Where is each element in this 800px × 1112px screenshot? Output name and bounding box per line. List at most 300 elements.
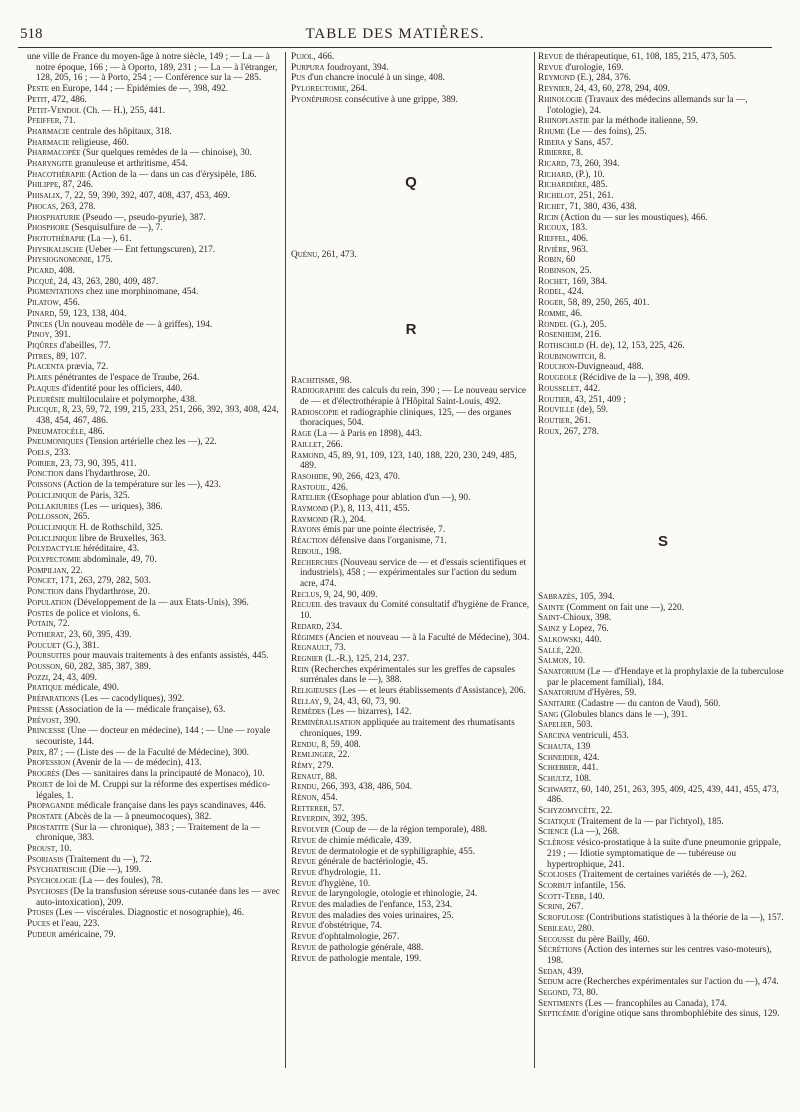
- entry-headword: Poncet: [27, 576, 56, 587]
- index-entry: [27, 127, 280, 138]
- index-entry: [538, 753, 788, 764]
- entry-headword: Ricoux: [538, 223, 567, 234]
- entry-headword: Rothschild: [538, 340, 584, 351]
- entry-headword: Sebileau: [538, 923, 574, 934]
- entry-headword: Ptoses: [27, 908, 54, 919]
- index-entry: [538, 881, 788, 892]
- index-entry: [291, 63, 531, 74]
- entry-headword: Picard: [27, 266, 54, 277]
- index-entry: [27, 598, 280, 609]
- index-entry: [27, 234, 280, 245]
- entry-text: (Abcès de la — à pneumocoques), 382.: [62, 811, 212, 822]
- entry-text: pour mauvais traitements à des enfants assistés, 445.: [70, 651, 269, 662]
- index-entry: [538, 838, 788, 870]
- index-entry: [538, 352, 788, 363]
- entry-headword: Remèdes: [291, 707, 326, 718]
- entry-headword: Salmon: [538, 656, 569, 667]
- index-entry: [538, 277, 788, 288]
- index-entry: [291, 493, 531, 504]
- index-entry: [291, 558, 531, 590]
- entry-headword: Pinces: [27, 319, 53, 330]
- entry-headword: Schauta: [538, 741, 572, 752]
- index-entry: [27, 619, 280, 630]
- index-column-1: [27, 52, 280, 1068]
- entry-headword: Purpura: [291, 62, 325, 73]
- entry-text: de chimie médicale, 439.: [315, 835, 412, 846]
- index-entry: [291, 782, 531, 793]
- index-entry: [27, 469, 280, 480]
- entry-headword: Policlinique: [27, 490, 77, 501]
- index-entry: [538, 977, 788, 988]
- entry-headword: Potain: [27, 619, 54, 630]
- entry-headword: Sainz: [538, 624, 560, 635]
- entry-headword: Pharmacopée: [27, 148, 81, 159]
- index-entry: [291, 654, 531, 665]
- entry-text: abdominale, 49, 70.: [80, 555, 157, 566]
- entry-text: (Nouveau service de — et d'essais scientifiques et industriels), 458 ; — expérimentales sur l'action du sedum acre, 474.: [300, 557, 527, 589]
- entry-headword: Robin: [538, 255, 562, 266]
- index-entry: [538, 138, 788, 149]
- entry-text: , 441.: [577, 763, 599, 774]
- entry-headword: Réaction: [291, 536, 328, 547]
- index-entry: [27, 673, 280, 684]
- section-gap: [291, 188, 531, 250]
- entry-headword: Rieffel: [538, 233, 568, 244]
- entry-headword: Roux: [538, 426, 560, 437]
- entry-text: d'Hyères, 59.: [585, 688, 637, 699]
- entry-headword: Revue: [291, 953, 316, 964]
- index-entry: [291, 793, 531, 804]
- entry-headword: Propagande: [27, 801, 75, 812]
- entry-text: , 23, 60, 395, 439.: [64, 629, 132, 640]
- section-gap: [291, 336, 531, 376]
- entry-text: , 7, 22, 59, 390, 392, 407, 408, 437, 453, 469.: [60, 191, 230, 202]
- index-entry: [291, 686, 531, 697]
- entry-headword: Rasohide: [291, 471, 328, 482]
- entry-text: (G.), 205.: [567, 319, 607, 330]
- index-entry: [27, 266, 280, 277]
- entry-headword: Regnier: [291, 653, 323, 664]
- entry-headword: Petit: [27, 94, 48, 105]
- entry-text: (Le — des foins), 25.: [564, 126, 647, 137]
- entry-headword: Poissons: [27, 480, 62, 491]
- entry-text: , 73.: [329, 643, 346, 654]
- index-entry: [27, 630, 280, 641]
- entry-text: (Sur quelques remèdes de la — chinoise), 30.: [80, 148, 252, 159]
- index-entry: [27, 459, 280, 470]
- entry-text: y Lopez, 76.: [559, 624, 609, 635]
- entry-headword: Schneider: [538, 752, 579, 763]
- entry-headword: Quénu: [291, 250, 318, 261]
- index-column-2: [291, 52, 531, 1068]
- index-entry: [27, 437, 280, 448]
- entry-headword: Revue: [291, 932, 316, 943]
- entry-text: (Globules blancs dans le —), 391.: [558, 709, 688, 720]
- index-entry: [291, 376, 531, 387]
- index-entry: [27, 609, 280, 620]
- entry-headword: Proust: [27, 844, 56, 855]
- entry-text: , 266, 393, 438, 486, 504.: [316, 782, 412, 793]
- index-entry: [538, 191, 788, 202]
- index-entry: [27, 427, 280, 438]
- index-entry: [27, 170, 280, 181]
- entry-headword: Ponction: [27, 587, 64, 598]
- index-entry: [27, 919, 280, 930]
- index-entry: [27, 309, 280, 320]
- entry-headword: Rémy: [291, 760, 313, 771]
- entry-headword: Sécrétions: [538, 945, 582, 956]
- entry-text: (Un nouveau modèle de — à griffes), 194.: [52, 319, 213, 330]
- index-entry: [291, 847, 531, 858]
- entry-headword: Sallé: [538, 645, 562, 656]
- entry-headword: Saint: [538, 613, 560, 624]
- entry-text: de laryngologie, otologie et rhinologie, 24.: [315, 889, 478, 900]
- index-entry: [27, 277, 280, 288]
- entry-text: , 8.: [571, 148, 584, 159]
- entry-text: par la méthode italienne, 59.: [589, 116, 698, 127]
- entry-headword: Rellay: [291, 696, 320, 707]
- index-entry: [27, 651, 280, 662]
- entry-text: , 59, 123, 138, 404.: [54, 308, 127, 319]
- entry-headword: Revue: [291, 942, 316, 953]
- entry-headword: Phacothérapie: [27, 169, 86, 180]
- entry-headword: Roger: [538, 298, 564, 309]
- index-entry: [291, 643, 531, 654]
- entry-headword: Recueil: [291, 600, 323, 611]
- index-entry: [291, 932, 531, 943]
- entry-headword: Recherches: [291, 557, 339, 568]
- index-entry: [27, 448, 280, 459]
- entry-headword: Rein: [291, 664, 309, 675]
- entry-headword: Pollosson: [27, 512, 69, 523]
- index-entry: [27, 384, 280, 395]
- entry-headword: Pujol: [291, 52, 314, 62]
- entry-text: , 58, 89, 250, 265, 401.: [563, 298, 650, 309]
- index-entry: [291, 900, 531, 911]
- entry-headword: Revue: [291, 835, 316, 846]
- index-entry: [27, 555, 280, 566]
- index-entry: [27, 106, 280, 117]
- entry-headword: Petit-Vendol: [27, 105, 81, 116]
- index-entry: [538, 699, 788, 710]
- index-entry: [538, 427, 788, 438]
- entry-headword: Regnault: [291, 643, 330, 654]
- entry-text: , 24, 43, 60, 278, 294, 409.: [569, 84, 670, 95]
- entry-headword: Piqûres: [27, 340, 58, 351]
- index-entry: [291, 515, 531, 526]
- entry-text: d'obstétrique, 74.: [315, 921, 383, 932]
- entry-text: de Paris, 325.: [76, 490, 130, 501]
- entry-headword: Scolioses: [538, 870, 577, 881]
- entry-text: , 24, 43, 263, 280, 409, 487.: [53, 276, 159, 287]
- entry-text: (Comment on fait une —), 220.: [564, 602, 684, 613]
- index-entry: [27, 523, 280, 534]
- entry-text: des travaux du Comité consultatif d'hygiène de France, 10.: [300, 600, 530, 622]
- entry-headword: Rondel: [538, 319, 568, 330]
- index-entry: [538, 84, 788, 95]
- index-entry: [538, 234, 788, 245]
- index-entry: [27, 823, 280, 844]
- entry-headword: Scrini: [538, 902, 563, 913]
- index-entry: [538, 763, 788, 774]
- entry-headword: Rendu: [291, 782, 317, 793]
- entry-headword: Pylorectomie: [291, 84, 347, 95]
- entry-text: , 60, 140, 251, 263, 395, 409, 425, 439, 441, 455, 473, 486.: [547, 784, 779, 806]
- index-entry: [538, 255, 788, 266]
- entry-text: , 8.: [594, 351, 606, 362]
- entry-text: -Duvigneaud, 488.: [574, 362, 644, 373]
- entry-headword: Schœbber: [538, 763, 578, 774]
- entry-headword: Rodel: [538, 287, 563, 298]
- entry-text: , 57.: [327, 803, 345, 814]
- entry-text: (Traitement de la — par l'ichtyol), 185.: [575, 816, 724, 827]
- entry-text: (Tension artérielle chez les —), 22.: [83, 437, 217, 448]
- index-entry: [538, 1009, 788, 1020]
- entry-text: d'hygiène, 10.: [315, 878, 371, 889]
- entry-headword: Science: [538, 827, 569, 838]
- section-gap: [291, 106, 531, 178]
- entry-text: de dermatologie et de syphiligraphie, 455.: [315, 846, 475, 857]
- index-entry: [27, 287, 280, 298]
- index-entry: [538, 720, 788, 731]
- entry-headword: Population: [27, 597, 72, 608]
- entry-text: acre (Recherches expérimentales sur l'action du —), 474.: [563, 977, 779, 988]
- entry-headword: Salkowski: [538, 634, 581, 645]
- entry-text: (Sur la — chronique), 383 ; — Traitement de la — chronique, 383.: [36, 822, 261, 844]
- entry-headword: Rendu: [291, 739, 317, 750]
- entry-text: d'identité pour les officiers, 440.: [59, 383, 183, 394]
- entry-text: (Association de la — médicale française), 63.: [53, 704, 226, 715]
- entry-headword: Ricin: [538, 212, 559, 223]
- entry-headword: Routier: [538, 415, 570, 426]
- entry-text: , 175.: [91, 255, 113, 266]
- entry-headword: Phosphore: [27, 223, 70, 234]
- index-entry: [291, 761, 531, 772]
- entry-text: , 472, 486.: [47, 94, 87, 105]
- entry-text: de loi de M. Cruppi sur la réforme des expertises médico-légales, 1.: [36, 779, 271, 801]
- index-entry: [291, 250, 531, 261]
- index-entry: [538, 635, 788, 646]
- entry-text: , 440.: [580, 634, 602, 645]
- entry-text: , 261.: [569, 415, 591, 426]
- entry-headword: Presse: [27, 704, 54, 715]
- entry-text: , 169, 384.: [567, 276, 608, 287]
- index-entry: [27, 812, 280, 823]
- index-entry: [291, 600, 531, 621]
- entry-headword: Postes: [27, 608, 54, 619]
- entry-headword: Pleurésie: [27, 394, 66, 405]
- entry-text: (Action de la température sur les —), 423.: [61, 480, 221, 491]
- index-entry: [27, 245, 280, 256]
- index-entry: [538, 309, 788, 320]
- entry-text: , 8, 23, 59, 72, 199, 215, 233, 251, 266, 392, 393, 408, 424, 438, 454, 467, 486.: [36, 405, 279, 426]
- index-entry: [27, 844, 280, 855]
- index-entry: [291, 84, 531, 95]
- index-entry: [27, 908, 280, 919]
- index-entry: [27, 148, 280, 159]
- entry-text: , 408.: [53, 266, 75, 277]
- entry-text: (Travaux des médecins allemands sur la —, l'otologie), 24.: [547, 94, 748, 116]
- entry-text: (Les — et leurs établissements d'Assistance), 206.: [336, 686, 526, 697]
- index-entry: [27, 512, 280, 523]
- entry-text: une ville de France du moyen-âge à notre siècle, 149 ; — La — à notre époque, 166 ; — à Oporto, 189, 231 ; — La — à l'étranger, 128, 205, 16 ; — à Porto, 254 ; — Conférence sur la — 285.: [27, 52, 278, 84]
- entry-text: , 87, 246.: [58, 180, 94, 191]
- entry-headword: Pitres: [27, 351, 52, 362]
- entry-headword: Psoriasis: [27, 854, 64, 865]
- entry-headword: Sanatorium: [538, 666, 586, 677]
- entry-text: (Cadastre — du canton de Vaud), 560.: [575, 699, 721, 710]
- entry-headword: Sedan: [538, 966, 563, 977]
- index-entry: [291, 429, 531, 440]
- entry-headword: Revue: [291, 921, 316, 932]
- index-entry: [291, 889, 531, 900]
- index-entry: [291, 665, 531, 686]
- index-entry: [27, 352, 280, 363]
- entry-headword: Psychoses: [27, 886, 68, 897]
- entry-text: (E.), 284, 376.: [574, 73, 631, 84]
- entry-text: de pathologie générale, 488.: [315, 942, 424, 953]
- index-entry: [538, 395, 788, 406]
- entry-text: dans l'hydarthrose, 20.: [63, 587, 150, 598]
- entry-headword: Prévost: [27, 715, 60, 726]
- entry-headword: Poursuites: [27, 651, 71, 662]
- index-entry: [538, 159, 788, 170]
- entry-text: (Les — francophiles au Canada), 174.: [582, 998, 727, 1009]
- entry-text: d'abeilles, 77.: [57, 340, 111, 351]
- entry-headword: Pus: [291, 73, 306, 84]
- entry-headword: Septicémie: [538, 1009, 580, 1020]
- entry-text: , 139: [571, 741, 591, 752]
- section-letter: S: [657, 533, 668, 551]
- entry-text: (Recherches expérimentales sur les greffes de capsules surrénales dans le —), 388.: [300, 664, 515, 686]
- entry-text: , 280.: [573, 923, 595, 934]
- entry-text: (L.-R.), 125, 214, 237.: [322, 653, 410, 664]
- entry-headword: Reynier: [538, 84, 570, 95]
- entry-text: , 73, 80.: [567, 988, 598, 999]
- index-entry: [538, 806, 788, 817]
- index-entry: [538, 667, 788, 688]
- entry-text: , 25.: [575, 266, 592, 277]
- entry-headword: Scorbut: [538, 881, 572, 891]
- index-entry: [291, 707, 531, 718]
- index-entry: [291, 525, 531, 536]
- index-entry: [538, 202, 788, 213]
- entry-headword: Progrès: [27, 769, 60, 780]
- index-entry: [27, 330, 280, 341]
- index-entry: [538, 266, 788, 277]
- entry-text: , 503.: [571, 720, 593, 731]
- entry-headword: Reverdin: [291, 814, 328, 825]
- entry-headword: Secousse: [538, 934, 575, 945]
- entry-text: américaine, 79.: [56, 929, 116, 940]
- entry-text: , 71.: [59, 116, 76, 127]
- entry-text: d'hydrologie, 11.: [315, 867, 381, 878]
- entry-headword: Pozzi: [27, 672, 49, 683]
- entry-headword: Richard: [538, 169, 572, 180]
- entry-headword: Princesse: [27, 726, 66, 737]
- entry-headword: Reclus: [291, 589, 320, 600]
- index-entry: [538, 924, 788, 935]
- index-entry: [291, 954, 531, 965]
- entry-text: , 486.: [83, 426, 105, 437]
- entry-text: (Les — cacodyliques), 392.: [78, 694, 185, 705]
- entry-text: , 71, 380, 436, 438.: [564, 201, 637, 212]
- entry-headword: Phisalix: [27, 191, 61, 202]
- entry-headword: Revue: [291, 889, 316, 900]
- entry-headword: Radiographie: [291, 386, 346, 397]
- entry-headword: Remlinger: [291, 750, 334, 761]
- entry-headword: Ponction: [27, 469, 64, 480]
- index-entry: [291, 804, 531, 815]
- entry-headword: Rouchon: [538, 362, 575, 373]
- entry-text: , 8, 59, 408.: [316, 739, 361, 750]
- entry-text: infantile, 156.: [571, 881, 626, 891]
- index-entry: [291, 868, 531, 879]
- index-entry: [27, 395, 280, 406]
- entry-text: (Action du — sur les moustiques), 466.: [558, 212, 708, 223]
- entry-text: , 108.: [570, 773, 592, 784]
- entry-text: , 390.: [59, 715, 81, 726]
- entry-headword: Pyonéphrose: [291, 94, 343, 105]
- entry-headword: Phosphaturie: [27, 212, 81, 223]
- index-entry: [538, 405, 788, 416]
- index-entry: [27, 705, 280, 716]
- entry-text: , 267.: [562, 902, 584, 913]
- index-entry: [291, 622, 531, 633]
- entry-text: (La —), 61.: [85, 233, 132, 244]
- index-entry: [27, 576, 280, 587]
- entry-text: , 220.: [561, 645, 582, 656]
- entry-text: défensive dans l'organisme, 71.: [327, 536, 447, 547]
- entry-headword: Phocas: [27, 201, 56, 212]
- entry-text: , 9, 24, 90, 409.: [319, 589, 378, 600]
- entry-headword: Rayons: [291, 525, 321, 536]
- entry-text: appliquée au traitement des rhumatisants chroniques, 199.: [300, 718, 515, 739]
- index-entry: [27, 405, 280, 426]
- index-entry: [538, 320, 788, 331]
- entry-headword: Sedum: [538, 977, 564, 988]
- entry-headword: Ricard: [538, 159, 566, 170]
- entry-text: , 456.: [58, 298, 80, 309]
- page-title: TABLE DES MATIÈRES.: [305, 26, 485, 42]
- index-entry: [538, 624, 788, 635]
- entry-headword: Policlinique: [27, 533, 77, 544]
- entry-text: (Contributions statistiques à la théorie de la —), 157.: [584, 913, 784, 924]
- index-entry: [291, 590, 531, 601]
- entry-text: de police et violons, 6.: [53, 608, 141, 619]
- section-letter: Q: [405, 173, 417, 191]
- entry-text: des maladies de l'enfance, 153, 234.: [315, 900, 453, 911]
- entry-headword: Rachitisme: [291, 375, 336, 386]
- entry-headword: Prostate: [27, 811, 63, 822]
- entry-text: , 216.: [580, 330, 602, 341]
- entry-headword: Pousson: [27, 662, 61, 673]
- index-entry: [538, 330, 788, 341]
- entry-text: , 391.: [49, 330, 71, 341]
- entry-text: des calculs du rein, 390 ; — Le nouveau service de — et d'électrothérapie à l'Hôpital Saint-Louis, 492.: [300, 386, 527, 408]
- entry-headword: Peste: [27, 84, 49, 95]
- entry-headword: Sabrazès: [538, 592, 576, 603]
- index-entry: [538, 967, 788, 978]
- entry-headword: Plaques: [27, 383, 60, 394]
- index-entry: [291, 772, 531, 783]
- entry-headword: Polypectomie: [27, 555, 81, 566]
- entry-headword: Scott-Tebb: [538, 891, 584, 902]
- entry-text: , 60: [561, 255, 576, 266]
- index-entry: [27, 502, 280, 513]
- index-entry: [291, 73, 531, 84]
- index-entry: [27, 255, 280, 266]
